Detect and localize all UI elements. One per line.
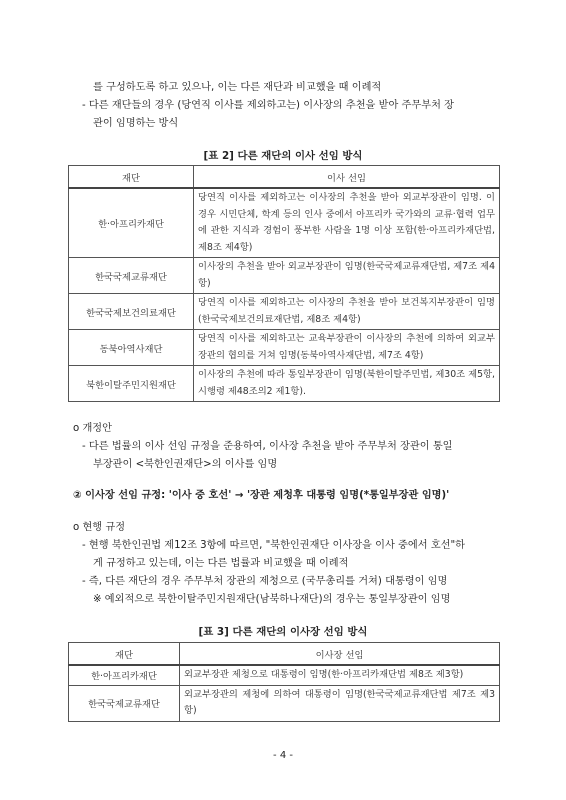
section-heading: o 개정안 [73,423,112,434]
table-row [69,188,500,258]
column-header: 재단 [69,166,194,189]
paragraph-line: - 현행 북한인권법 제12조 3항에 따르면, "북한인권재단 이사장을 이사 중에서 호선"하 [82,540,466,551]
foundation-name: 한·아프리카재단 [69,188,194,258]
selection-method: 외교부장관의 제청에 의하여 대통령이 임명(한국국제교류재단법 제7조 제3항) [180,685,500,721]
table-row [69,258,500,294]
chairman-table [68,642,500,722]
paragraph-line: - 즉, 다른 재단의 경우 주무부처 장관의 제청으로 (국무총리를 거쳐) 대통령이 임명 [82,576,448,587]
table-row [69,685,500,721]
foundation-name: 북한이탈주민지원재단 [69,366,194,402]
directors-table [68,165,500,402]
foundation-name: 한국국제교류재단 [69,685,180,721]
foundation-name: 한국국제교류재단 [69,258,194,294]
table-header-row [69,643,500,666]
paragraph-line: 를 구성하도록 하고 있으나, 이는 다른 재단과 비교했을 때 이례적 [93,82,382,93]
section-title: ② 이사장 선임 규정: '이사 중 호선' → '장관 제청후 대통령 임명(*통일부장관 임명)' [73,490,450,501]
selection-method: 이사장의 추천에 따라 통일부장관이 임명(북한이탈주민법, 제30조 제5항, 시행령 제48조의2 제1항). [194,366,500,402]
foundation-name: 한국국제보건의료재단 [69,294,194,330]
column-header: 이사장 선임 [180,643,500,666]
selection-method: 당연직 이사를 제외하고는 이사장의 추천을 받아 보건복지부장관이 임명(한국국제보건의료재단법, 제8조 제4항) [194,294,500,330]
selection-method: 이사장의 추천을 받아 외교부장관이 임명(한국국제교류재단법, 제7조 제4항) [194,258,500,294]
table-row [69,665,500,685]
table-caption: [표 2] 다른 재단의 이사 선임 방식 [203,150,363,162]
foundation-name: 한·아프리카재단 [69,665,180,685]
paragraph-line: 부장관이 <북한인권재단>의 이사를 임명 [93,459,278,470]
table-row [69,294,500,330]
column-header: 재단 [69,643,180,666]
paragraph-line: 관이 임명하는 방식 [93,118,179,129]
selection-method: 외교부장관 제청으로 대통령이 임명(한·아프리카재단법 제8조 제3항) [180,665,500,685]
paragraph-line: - 다른 재단들의 경우 (당연직 이사를 제외하고는) 이사장의 추천을 받아 주무부처 장 [82,100,455,111]
table-header-row [69,166,500,189]
table-caption: [표 3] 다른 재단의 이사장 선임 방식 [198,626,368,638]
foundation-name: 동북아역사재단 [69,330,194,366]
column-header: 이사 선임 [194,166,500,189]
page-number: - 4 - [273,750,293,761]
paragraph-line: 게 규정하고 있는데, 이는 다른 법률과 비교했을 때 이례적 [93,558,349,569]
note-line: ※ 예외적으로 북한이탈주민지원재단(남북하나재단)의 경우는 통일부장관이 임명 [93,594,451,605]
selection-method: 당연직 이사를 제외하고는 이사장의 추천을 받아 외교부장관이 임명. 이 경우 시민단체, 학계 등의 인사 중에서 아프리카 국가와의 교류·협력 업무에 관한 지식과 경험이 풍부한 사람을 1명 이상 포함(한·아프리카재단법, 제8조 제4항) [194,188,500,258]
paragraph-line: - 다른 법률의 이사 선임 규정을 준용하여, 이사장 추천을 받아 주무부처 장관이 통일 [82,441,453,452]
table-row [69,366,500,402]
table-row [69,330,500,366]
selection-method: 당연직 이사를 제외하고는 교육부장관이 이사장의 추천에 의하여 외교부장관의 협의를 거쳐 임명(동북아역사재단법, 제7조 4항) [194,330,500,366]
section-heading: o 현행 규정 [73,522,126,533]
